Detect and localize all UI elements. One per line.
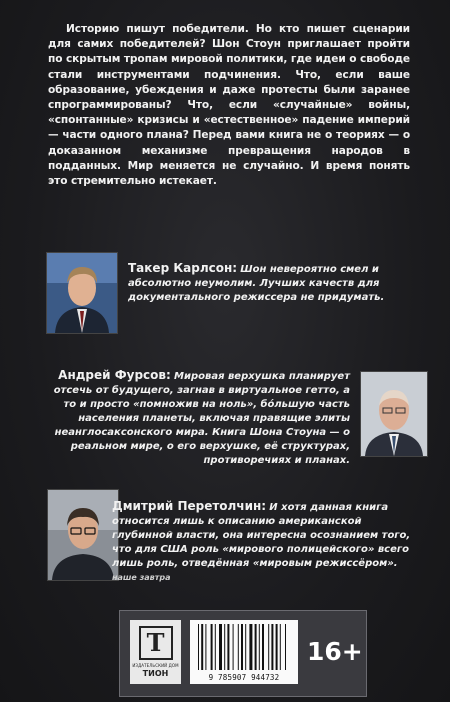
quote-carlson (128, 261, 420, 305)
back-cover-blurb: Историю пишут победители. Но кто пишет сценарии для самих победителей? Шон Стоун приглашает пройти по скрытым тропам мировой политики, где идеи о свободе стали инструментами подчинения. Что, если ваше образование, убеждения и даже протесты были заранее спрограммированы? Что, если «случайные» войны, «спонтанные» кризисы и «естественное» падение империй — части одного плана? Перед вами книга не о теориях — о доказанном механизме превращения народов в подданных. Мир меняется не случайно. И время понять это стремительно истекает. (48, 23, 410, 188)
publisher-house-label: ИЗДАТЕЛЬСКИЙ ДОМ (132, 663, 179, 668)
portrait-andrei-fursov (360, 371, 428, 457)
isbn-number: 9 785907 944732 (208, 673, 280, 682)
quote-text: И хотя данная книга относится лишь к описанию американской глубинной власти, она интересна осознанием того, что для США роль «мирового полицейского» всего лишь роль, отведённая «мировым режиссёром». (112, 502, 411, 569)
publisher-slogan: наше завтра (112, 573, 171, 582)
quote-text: Шон невероятно смел и абсолютно неумолим. Лучших качеств для документального режиссера не придумать. (128, 264, 385, 303)
portrait-tucker-carlson (46, 252, 118, 334)
barcode-bars-icon (190, 620, 298, 672)
portrait-dmitry-peretolchin (47, 489, 119, 581)
quote-fursov (45, 368, 350, 468)
imprint-panel (119, 610, 367, 697)
publisher-name: ТИОН (142, 669, 169, 678)
quote-peretolchin (112, 499, 422, 585)
age-rating-badge: 16+ (307, 620, 357, 684)
quote-text: Мировая верхушка планирует отсечь от будущего, загнав в виртуальное гетто, а то и просто «помножив на ноль», бóльшую часть населения планеты, включая правящие элиты неанглосаксонского мира. Книга Шона Стоуна — о реальном мире, о его верхушке, её структурах, противоречиях и планах. (53, 371, 350, 466)
isbn-barcode (190, 620, 298, 684)
quote-author: Андрей Фурсов: (58, 368, 171, 382)
publisher-logo-letter: Т (139, 626, 173, 660)
publisher-logo (130, 620, 181, 684)
quote-author: Такер Карлсон: (128, 261, 238, 275)
quote-author: Дмитрий Перетолчин: (112, 499, 267, 513)
